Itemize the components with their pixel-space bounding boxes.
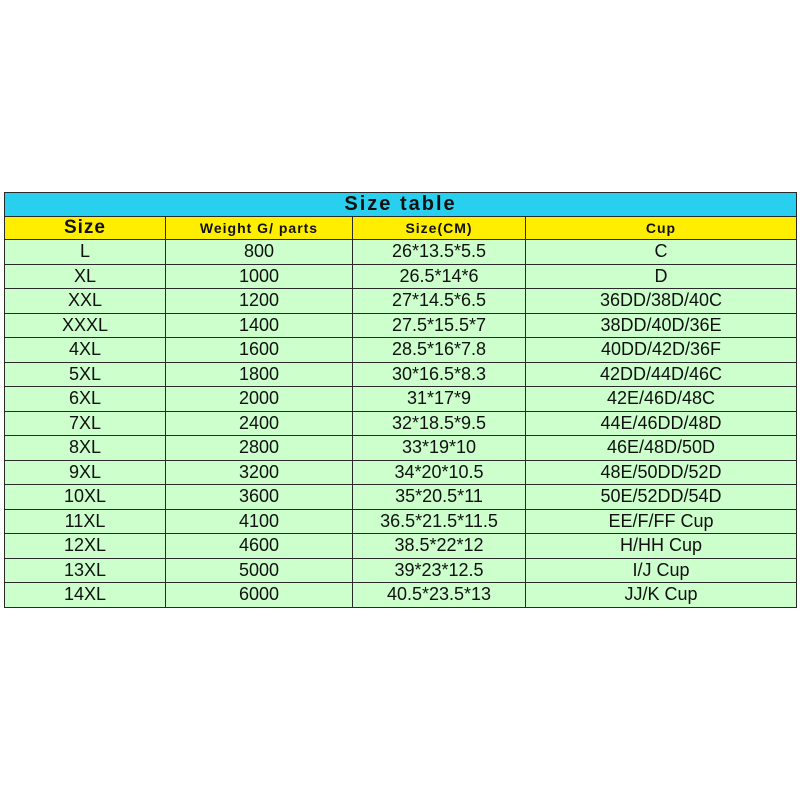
- table-row: [5, 436, 797, 461]
- cell-dimensions: 32*18.5*9.5: [353, 411, 526, 436]
- cell-dimensions: 26*13.5*5.5: [353, 240, 526, 265]
- cell-weight: 1400: [166, 313, 353, 338]
- cell-size: XXXL: [5, 313, 166, 338]
- cell-dimensions: 36.5*21.5*11.5: [353, 509, 526, 534]
- cell-cup: 44E/46DD/48D: [526, 411, 797, 436]
- cell-cup: 50E/52DD/54D: [526, 485, 797, 510]
- cell-cup: I/J Cup: [526, 558, 797, 583]
- cell-weight: 1800: [166, 362, 353, 387]
- cell-weight: 1000: [166, 264, 353, 289]
- table-title: Size table: [5, 193, 797, 217]
- size-table: [4, 192, 797, 608]
- cell-cup: 42E/46D/48C: [526, 387, 797, 412]
- cell-weight: 4600: [166, 534, 353, 559]
- table-row: [5, 485, 797, 510]
- header-size: Size: [5, 217, 166, 240]
- cell-cup: 48E/50DD/52D: [526, 460, 797, 485]
- cell-size: 9XL: [5, 460, 166, 485]
- cell-weight: 800: [166, 240, 353, 265]
- table-row: [5, 264, 797, 289]
- cell-dimensions: 27*14.5*6.5: [353, 289, 526, 314]
- cell-size: 13XL: [5, 558, 166, 583]
- cell-dimensions: 34*20*10.5: [353, 460, 526, 485]
- table-row: [5, 411, 797, 436]
- table-row: [5, 240, 797, 265]
- cell-dimensions: 27.5*15.5*7: [353, 313, 526, 338]
- cell-cup: JJ/K Cup: [526, 583, 797, 608]
- cell-size: 12XL: [5, 534, 166, 559]
- table-row: [5, 460, 797, 485]
- cell-dimensions: 33*19*10: [353, 436, 526, 461]
- cell-size: 10XL: [5, 485, 166, 510]
- table-row: [5, 509, 797, 534]
- cell-size: 7XL: [5, 411, 166, 436]
- table-title-row: [5, 193, 797, 217]
- cell-size: XXL: [5, 289, 166, 314]
- cell-size: 5XL: [5, 362, 166, 387]
- cell-weight: 2400: [166, 411, 353, 436]
- header-size-cm: Size(CM): [353, 217, 526, 240]
- cell-dimensions: 39*23*12.5: [353, 558, 526, 583]
- cell-weight: 1600: [166, 338, 353, 363]
- cell-cup: EE/F/FF Cup: [526, 509, 797, 534]
- cell-cup: 36DD/38D/40C: [526, 289, 797, 314]
- table-header-row: [5, 217, 797, 240]
- cell-weight: 2800: [166, 436, 353, 461]
- cell-cup: 38DD/40D/36E: [526, 313, 797, 338]
- cell-size: 11XL: [5, 509, 166, 534]
- cell-dimensions: 26.5*14*6: [353, 264, 526, 289]
- cell-dimensions: 28.5*16*7.8: [353, 338, 526, 363]
- header-weight: Weight G/ parts: [166, 217, 353, 240]
- cell-weight: 3200: [166, 460, 353, 485]
- cell-size: 14XL: [5, 583, 166, 608]
- cell-dimensions: 30*16.5*8.3: [353, 362, 526, 387]
- cell-size: XL: [5, 264, 166, 289]
- table-row: [5, 338, 797, 363]
- cell-weight: 4100: [166, 509, 353, 534]
- header-cup: Cup: [526, 217, 797, 240]
- cell-weight: 3600: [166, 485, 353, 510]
- cell-size: 4XL: [5, 338, 166, 363]
- table-row: [5, 289, 797, 314]
- table-body: [5, 240, 797, 608]
- cell-cup: 42DD/44D/46C: [526, 362, 797, 387]
- table-row: [5, 558, 797, 583]
- cell-dimensions: 31*17*9: [353, 387, 526, 412]
- cell-cup: 46E/48D/50D: [526, 436, 797, 461]
- cell-dimensions: 35*20.5*11: [353, 485, 526, 510]
- cell-cup: C: [526, 240, 797, 265]
- cell-weight: 5000: [166, 558, 353, 583]
- cell-weight: 6000: [166, 583, 353, 608]
- table-row: [5, 387, 797, 412]
- cell-weight: 1200: [166, 289, 353, 314]
- cell-size: L: [5, 240, 166, 265]
- table-row: [5, 583, 797, 608]
- cell-weight: 2000: [166, 387, 353, 412]
- cell-size: 8XL: [5, 436, 166, 461]
- cell-dimensions: 38.5*22*12: [353, 534, 526, 559]
- cell-dimensions: 40.5*23.5*13: [353, 583, 526, 608]
- cell-cup: H/HH Cup: [526, 534, 797, 559]
- table-row: [5, 362, 797, 387]
- table-row: [5, 534, 797, 559]
- table-row: [5, 313, 797, 338]
- cell-size: 6XL: [5, 387, 166, 412]
- cell-cup: 40DD/42D/36F: [526, 338, 797, 363]
- cell-cup: D: [526, 264, 797, 289]
